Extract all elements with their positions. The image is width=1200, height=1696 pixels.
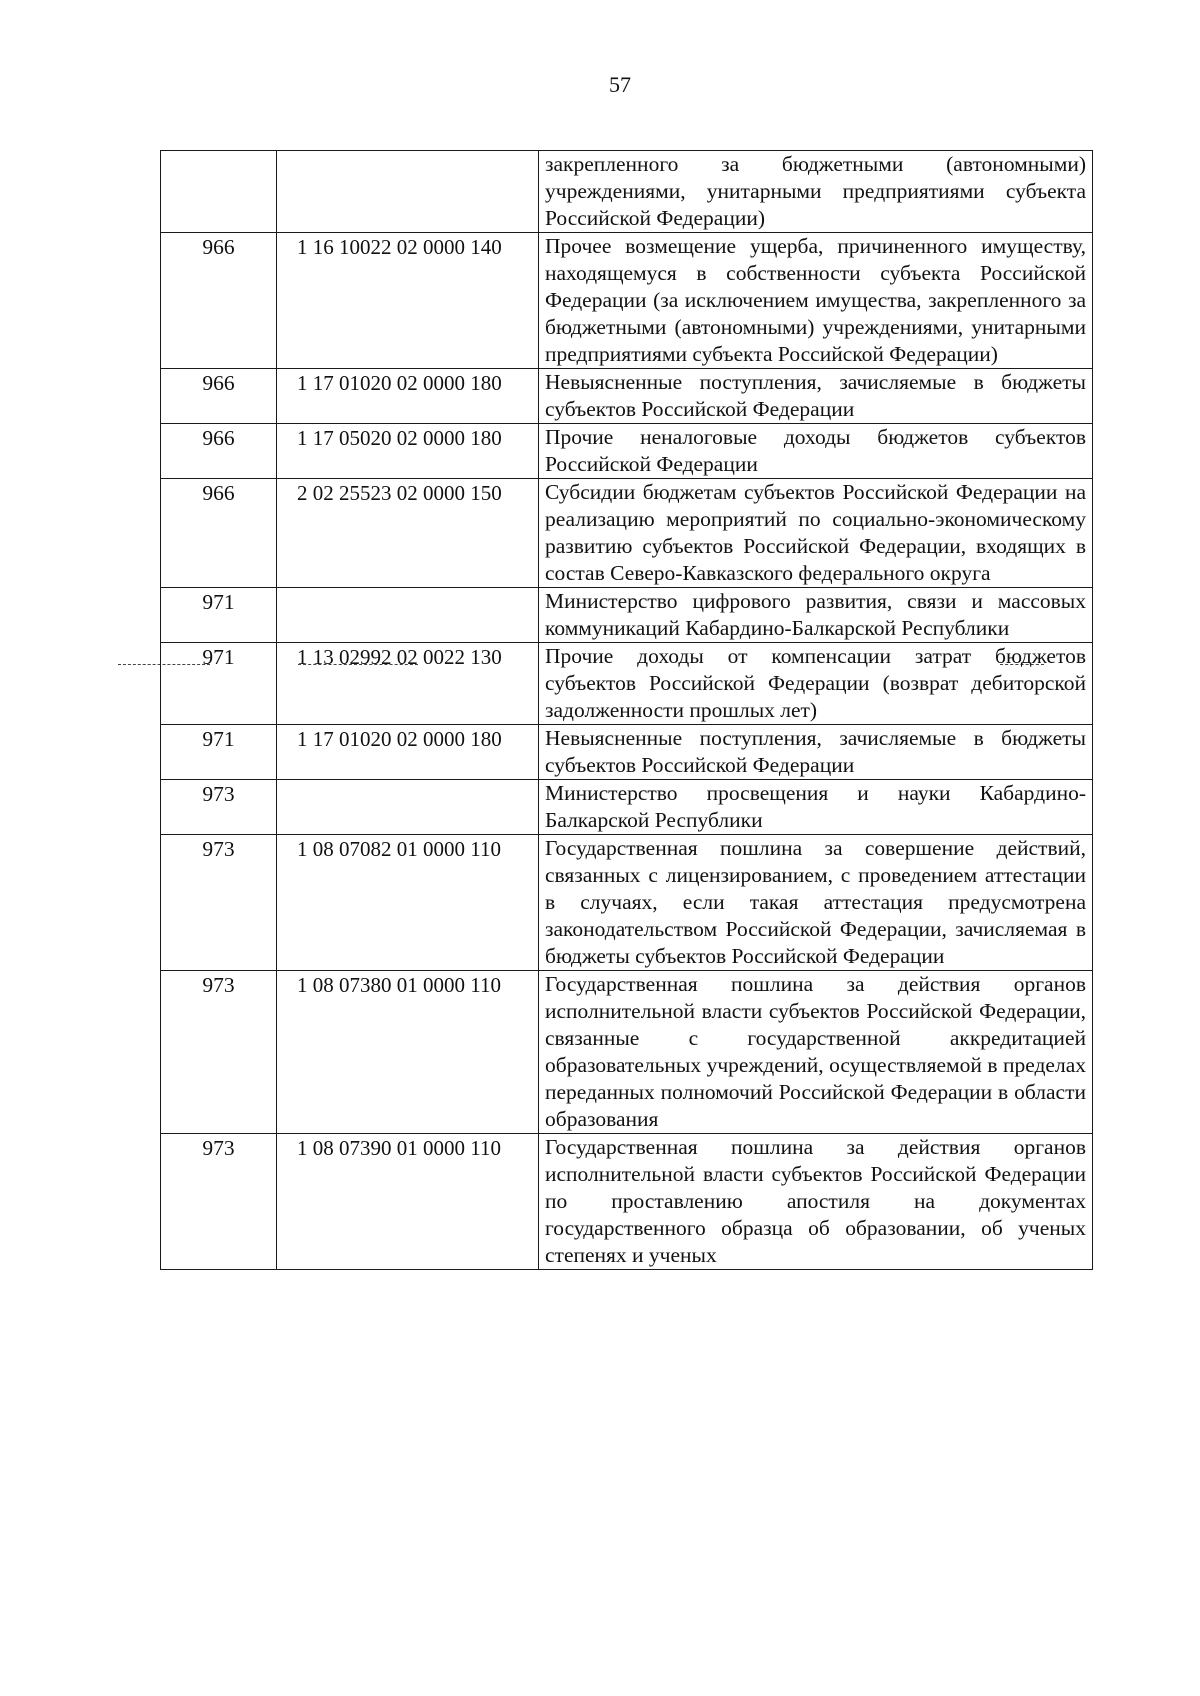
admin-code-cell: 973 (161, 971, 277, 1134)
admin-code-cell: 971 (161, 725, 277, 780)
table-row (161, 835, 1093, 971)
budget-code-cell: 1 17 01020 02 0000 180 (277, 369, 539, 424)
description-cell: Министерство цифрового развития, связи и массовых коммуникаций Кабардино-Балкарской Республики (539, 588, 1093, 643)
description-cell: Государственная пошлина за действия органов исполнительной власти субъектов Российской Федерации, связанные с государственной аккредитацией образовательных учреждений, осуществляемой в пределах переданных полномочий Российской Федерации в области образования (539, 971, 1093, 1134)
admin-code-cell: 971 (161, 588, 277, 643)
budget-code-cell (277, 151, 539, 233)
page-number: 57 (609, 72, 631, 97)
description-cell: Прочие доходы от компенсации затрат бюджетов субъектов Российской Федерации (возврат дебиторской задолженности прошлых лет) (539, 643, 1093, 725)
budget-code-cell: 1 08 07390 01 0000 110 (277, 1134, 539, 1270)
budget-code-cell: 1 08 07082 01 0000 110 (277, 835, 539, 971)
admin-code-cell: 973 (161, 1134, 277, 1270)
description-cell: Прочее возмещение ущерба, причиненного имуществу, находящемуся в собственности субъекта Российской Федерации (за исключением имущества, закрепленного за бюджетными (автономными) учреждениями, унитарными предприятиями субъекта Российской Федерации) (539, 233, 1093, 369)
table-row (161, 369, 1093, 424)
description-cell: Государственная пошлина за действия органов исполнительной власти субъектов Российской Федерации по проставлению апостиля на документах государственного образца об образовании, об ученых степенях и ученых (539, 1134, 1093, 1270)
budget-code-cell: 2 02 25523 02 0000 150 (277, 479, 539, 588)
description-cell: Невыясненные поступления, зачисляемые в бюджеты субъектов Российской Федерации (539, 725, 1093, 780)
table-row (161, 424, 1093, 479)
table-row (161, 588, 1093, 643)
budget-code-cell: 1 17 01020 02 0000 180 (277, 725, 539, 780)
budget-code-cell: 1 08 07380 01 0000 110 (277, 971, 539, 1134)
admin-code-cell: 966 (161, 233, 277, 369)
budget-code-cell: 1 16 10022 02 0000 140 (277, 233, 539, 369)
admin-code-cell: 973 (161, 780, 277, 835)
budget-code-cell (277, 780, 539, 835)
admin-code-cell: 966 (161, 424, 277, 479)
description-cell: Министерство просвещения и науки Кабардино-Балкарской Республики (539, 780, 1093, 835)
table-row (161, 233, 1093, 369)
table-row (161, 643, 1093, 725)
table-row (161, 725, 1093, 780)
table-row (161, 479, 1093, 588)
description-cell: Государственная пошлина за совершение действий, связанных с лицензированием, с проведением аттестации в случаях, если такая аттестация предусмотрена законодательством Российской Федерации, зачисляемая в бюджеты субъектов Российской Федерации (539, 835, 1093, 971)
table-row (161, 151, 1093, 233)
admin-code-cell: 966 (161, 369, 277, 424)
admin-code-cell (161, 151, 277, 233)
table-row (161, 780, 1093, 835)
description-cell: Невыясненные поступления, зачисляемые в бюджеты субъектов Российской Федерации (539, 369, 1093, 424)
table-row (161, 1134, 1093, 1270)
budget-code-cell: 1 17 05020 02 0000 180 (277, 424, 539, 479)
admin-code-cell: 971 (161, 643, 277, 725)
description-cell: Субсидии бюджетам субъектов Российской Федерации на реализацию мероприятий по социально-экономическому развитию субъектов Российской Федерации, входящих в состав Северо-Кавказского федерального округа (539, 479, 1093, 588)
table-row (161, 971, 1093, 1134)
description-cell: закрепленного за бюджетными (автономными) учреждениями, унитарными предприятиями субъекта Российской Федерации) (539, 151, 1093, 233)
budget-code-cell: 1 13 02992 02 0022 130 (277, 643, 539, 725)
admin-code-cell: 973 (161, 835, 277, 971)
admin-code-cell: 966 (161, 479, 277, 588)
budget-code-cell (277, 588, 539, 643)
revenue-codes-table (160, 150, 1093, 1270)
description-cell: Прочие неналоговые доходы бюджетов субъектов Российской Федерации (539, 424, 1093, 479)
